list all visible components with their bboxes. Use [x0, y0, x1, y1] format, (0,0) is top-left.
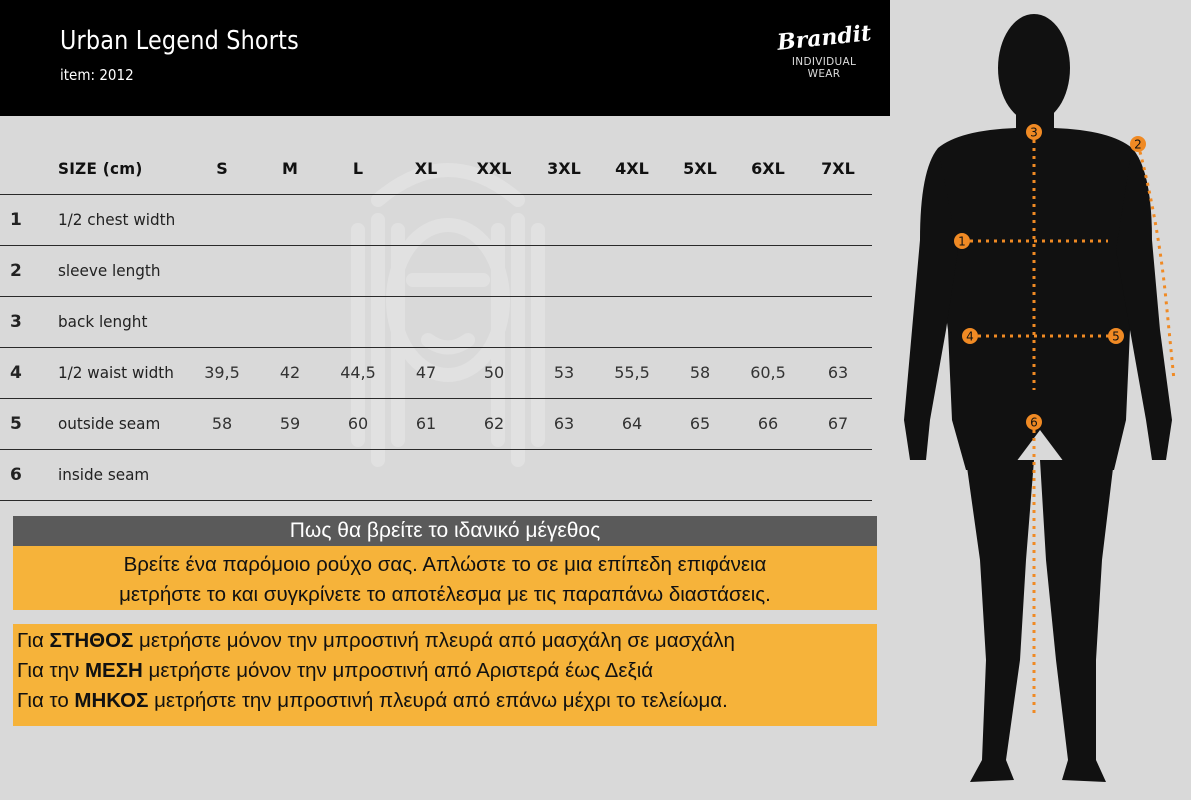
svg-text:5: 5 [1112, 329, 1120, 344]
table-cell [464, 246, 524, 296]
table-cell [738, 297, 798, 347]
table-cell: 42 [279, 363, 301, 382]
measurement-marker-6 [1026, 414, 1042, 430]
table-cell: 61 [415, 414, 437, 433]
table-row [0, 399, 872, 450]
measurement-marker-2 [1130, 136, 1146, 152]
table-cell [534, 195, 594, 245]
size-header-xxl: XXL [476, 159, 512, 178]
size-header-s: S [216, 159, 228, 178]
size-header-4xl: 4XL [615, 159, 649, 178]
table-cell [260, 297, 320, 347]
table-cell [328, 246, 388, 296]
table-cell: 47 [415, 363, 437, 382]
table-cell [670, 246, 730, 296]
row-number: 6 [10, 465, 22, 485]
brand-tagline: INDIVIDUAL WEAR [791, 56, 857, 80]
table-cell: 58 [211, 414, 233, 433]
table-cell [464, 195, 524, 245]
howto-title: Πως θα βρείτε το ιδανικό μέγεθος [13, 516, 877, 546]
size-header-3xl: 3XL [547, 159, 581, 178]
table-cell: 55,5 [614, 363, 650, 382]
row-number: 4 [10, 363, 22, 383]
table-cell [396, 195, 456, 245]
table-row [0, 297, 872, 348]
table-cell [396, 246, 456, 296]
table-cell: 62 [483, 414, 505, 433]
table-cell [192, 195, 252, 245]
size-header-6xl: 6XL [751, 159, 785, 178]
table-cell: 44,5 [340, 363, 376, 382]
measurement-marker-3 [1026, 124, 1042, 140]
table-cell: 53 [553, 363, 575, 382]
row-label: back lenght [58, 312, 148, 331]
measurement-marker-5 [1108, 328, 1124, 344]
table-cell: 39,5 [204, 363, 240, 382]
table-cell [808, 195, 868, 245]
tip-line-3: Για το ΜΗΚΟΣ μετρήστε την μπροστινή πλευρά από επάνω μέχρι το τελείωμα. [17, 689, 728, 712]
tip-line-1: Για ΣΤΗΘΟΣ μετρήστε μόνον την μπροστινή πλευρά από μασχάλη σε μασχάλη [17, 629, 735, 652]
table-cell: 66 [757, 414, 779, 433]
row-number: 1 [10, 210, 22, 230]
table-cell [602, 246, 662, 296]
table-cell [602, 297, 662, 347]
svg-text:2: 2 [1134, 137, 1142, 152]
table-cell [808, 246, 868, 296]
row-label: outside seam [58, 414, 161, 433]
table-cell [808, 450, 868, 500]
table-cell [602, 450, 662, 500]
table-cell [534, 297, 594, 347]
size-header-5xl: 5XL [683, 159, 717, 178]
table-cell [396, 450, 456, 500]
table-row [0, 348, 872, 399]
brand-logo [775, 20, 873, 80]
svg-text:6: 6 [1030, 415, 1038, 430]
item-number: item: 2012 [60, 66, 134, 84]
table-cell: 60,5 [750, 363, 786, 382]
table-cell [260, 246, 320, 296]
table-cell [738, 450, 798, 500]
row-label: sleeve length [58, 261, 161, 280]
tip-line-2: Για την ΜΕΣΗ μετρήστε μόνον την μπροστινή από Αριστερά έως Δεξιά [17, 659, 654, 682]
brand-name: Brandit [775, 20, 873, 56]
howto-instructions [13, 546, 877, 610]
svg-text:3: 3 [1030, 125, 1038, 140]
howto-line-1: Βρείτε ένα παρόμοιο ρούχο σας. Απλώστε το σε μια επίπεδη επιφάνεια [123, 553, 767, 576]
table-row [0, 195, 872, 246]
tip-keyword: ΜΕΣΗ [84, 659, 143, 682]
table-cell [738, 195, 798, 245]
table-cell [192, 297, 252, 347]
measurement-tips [13, 624, 877, 726]
table-cell [464, 450, 524, 500]
row-label: inside seam [58, 465, 150, 484]
table-cell: 63 [553, 414, 575, 433]
size-heading: SIZE (cm) [58, 159, 143, 178]
size-header-l: L [352, 159, 364, 178]
table-cell [808, 297, 868, 347]
table-row [0, 450, 872, 501]
table-header-row [0, 144, 872, 195]
table-cell [192, 246, 252, 296]
table-cell: 65 [689, 414, 711, 433]
table-cell [670, 297, 730, 347]
table-cell [534, 450, 594, 500]
table-cell: 59 [279, 414, 301, 433]
table-cell: 58 [689, 363, 711, 382]
table-cell: 50 [483, 363, 505, 382]
table-cell [192, 450, 252, 500]
size-header-7xl: 7XL [821, 159, 855, 178]
svg-text:1: 1 [958, 234, 966, 249]
table-cell [396, 297, 456, 347]
howto-line-2: μετρήστε το και συγκρίνετε το αποτέλεσμα με τις παραπάνω διαστάσεις. [119, 583, 771, 606]
row-number: 5 [10, 414, 22, 434]
table-cell: 63 [827, 363, 849, 382]
table-cell [260, 450, 320, 500]
table-cell [260, 195, 320, 245]
size-table [0, 144, 872, 501]
size-header-xl: XL [414, 159, 438, 178]
product-title: Urban Legend Shorts [60, 26, 299, 56]
body-silhouette-figure [890, 0, 1191, 800]
table-cell [602, 195, 662, 245]
row-label: 1/2 chest width [58, 210, 176, 229]
tip-keyword: ΣΤΗΘΟΣ [49, 629, 134, 652]
table-cell: 67 [827, 414, 849, 433]
table-cell [328, 450, 388, 500]
row-number: 2 [10, 261, 22, 281]
table-cell [670, 195, 730, 245]
size-header-m: M [282, 159, 298, 178]
table-cell [464, 297, 524, 347]
svg-text:4: 4 [966, 329, 974, 344]
measurement-marker-4 [962, 328, 978, 344]
table-row [0, 246, 872, 297]
tip-keyword: ΜΗΚΟΣ [74, 689, 149, 712]
header-bar [0, 0, 890, 116]
row-number: 3 [10, 312, 22, 332]
table-cell [534, 246, 594, 296]
table-cell [328, 195, 388, 245]
table-cell [670, 450, 730, 500]
table-cell: 60 [347, 414, 369, 433]
table-cell [328, 297, 388, 347]
table-cell [738, 246, 798, 296]
row-label: 1/2 waist width [58, 363, 174, 382]
measurement-marker-1 [954, 233, 970, 249]
table-cell: 64 [621, 414, 643, 433]
